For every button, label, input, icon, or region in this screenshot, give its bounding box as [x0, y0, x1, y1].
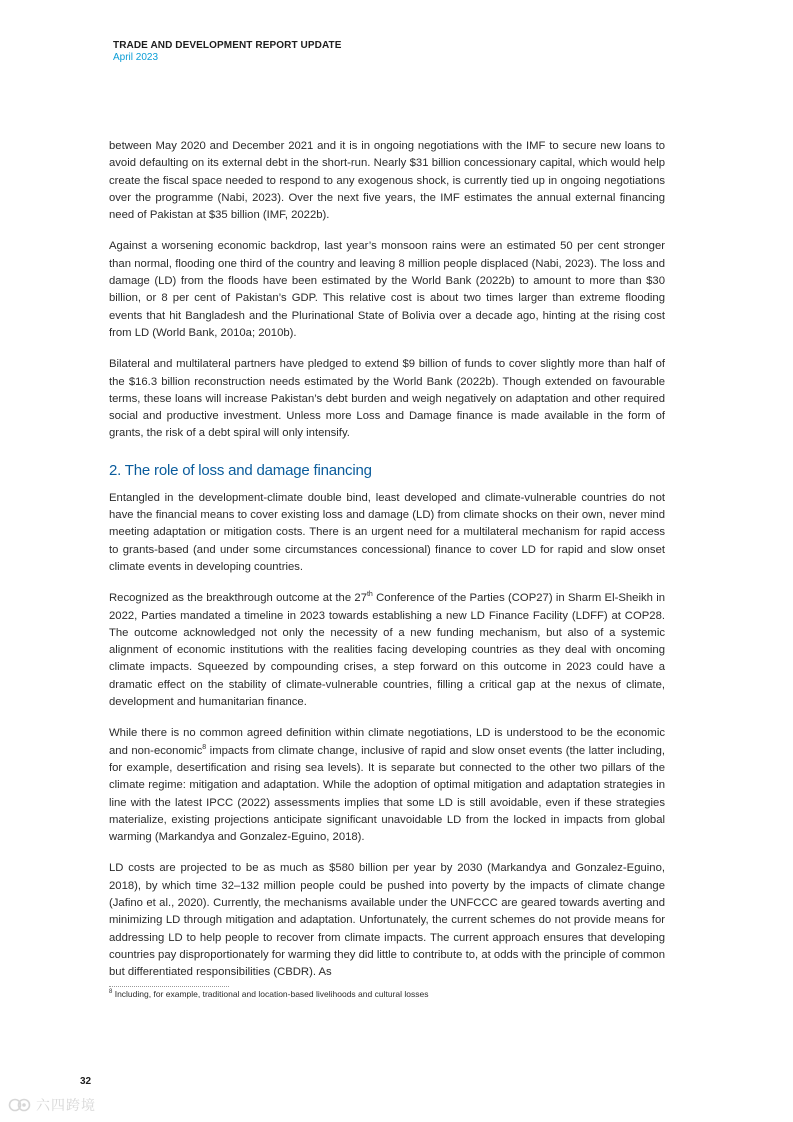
- page-number: 32: [80, 1076, 92, 1087]
- watermark: [8, 1095, 96, 1115]
- paragraph-1: between May 2020 and December 2021 and it is in ongoing negotiations with the IMF to secure new loans to avoid defaulting on its external debt in the short-run. Nearly $31 billion concessionary capital, which would help create the fiscal space needed to respond to any exogenous shock, is currently tied up in ongoing negotiations over the programme (Nabi, 2023). Over the next five years, the IMF estimates the annual external financing need of Pakistan at $35 billion (IMF, 2022b).: [109, 140, 665, 222]
- footnote: [109, 989, 428, 1000]
- paragraph-5-text-b: Conference of the Parties (COP27) in Sharm El-Sheikh in 2022, Parties mandated a timeline in 2023 towards establishing a new LD Finance Facility (LDFF) at COP28. The outcome acknowledged not only the necessity of a new funding mechanism, but also of a systemic alignment of economic institutions with the realities facing developing countries as they deal with oncoming climate impacts. Squeezed by compounding crises, a step forward on this outcome in 2023 could have a dramatic effect on the stability of climate-vulnerable countries, filling a critical gap at the nexus of climate, development and humanitarian finance.: [109, 592, 665, 709]
- paragraph-4: Entangled in the development-climate double bind, least developed and climate-vulnerable countries do not have the financial means to cover existing loss and damage (LD) from climate shocks on their own, never mind meeting adaptation or mitigation costs. There is an urgent need for a multilateral mechanism for rapid access to grants-based (and under some circumstances concessional) finance to cover LD for rapid and slow onset climate events in developing countries.: [109, 491, 665, 573]
- footnote-reference[interactable]: 8: [202, 743, 207, 751]
- section-heading: 2. The role of loss and damage financing: [109, 461, 372, 479]
- footnote-divider: [109, 986, 229, 987]
- running-header: [113, 40, 342, 64]
- main-content: [109, 138, 665, 995]
- ordinal-superscript: th: [366, 591, 373, 599]
- paragraph-5-text-a: Recognized as the breakthrough outcome at the 27: [109, 592, 367, 605]
- footnote-number: 8: [109, 989, 113, 996]
- paragraph-7: LD costs are projected to be as much as $580 billion per year by 2030 (Markandya and Gonzalez-Eguino, 2018), by which time 32–132 million people could be pushed into poverty by the impacts of climate change (Jafino et al., 2020). Currently, the mechanisms available under the UNFCCC are geared towards averting and minimizing LD through mitigation and adaptation. Unfortunately, the current schemes do not provide means for addressing LD to help people to recover from climate impacts. The current approach ensures that developing countries pay disproportionately for warming they did little to contribute to, at odds with the principle of common but differentiated responsibilities (CBDR). As: [109, 862, 665, 979]
- report-title: TRADE AND DEVELOPMENT REPORT UPDATE: [113, 40, 342, 51]
- paragraph-3: Bilateral and multilateral partners have pledged to extend $9 billion of funds to cover slightly more than half of the $16.3 billion reconstruction needs estimated by the World Bank (2022b). Though extended on favourable terms, these loans will increase Pakistan’s debt burden and weigh negatively on adaptation and other required social and productive investment. Unless more Loss and Damage finance is made available in the form of grants, the risk of a debt spiral will only intensify.: [109, 358, 665, 440]
- watermark-text: 六四跨境: [36, 1098, 96, 1114]
- paragraph-6-text-b: impacts from climate change, inclusive of rapid and slow onset events (the latter including, for example, desertification and rising sea levels). It is separate but connected to the other two pillars of the climate regime: mitigation and adaptation. While the adoption of optimal mitigation and adaptation strategies in line with the latest IPCC (2022) assessments implies that some LD is still avoidable, even if these strategies materialize, existing projections anticipate significant unavoidable LD from the locked in impacts from global warming (Markandya and Gonzalez-Eguino, 2018).: [109, 744, 665, 844]
- paragraph-6: [109, 725, 665, 846]
- footnote-text: Including, for example, traditional and location-based livelihoods and cultural losses: [112, 989, 429, 999]
- paragraph-2: Against a worsening economic backdrop, last year’s monsoon rains were an estimated 50 per cent stronger than normal, flooding one third of the country and leaving 8 million people displaced (Nabi, 2023). The loss and damage (LD) from the floods have been estimated by the World Bank (2022b) to amount to more than $30 billion, or 8 per cent of Pakistan’s GDP. This relative cost is about two times larger than extreme flooding events that hit Bangladesh and the Plurinational State of Bolivia over a decade ago, hinting at the rising cost from LD (World Bank, 2010a; 2010b).: [109, 240, 665, 339]
- paragraph-5: [109, 590, 665, 711]
- paragraph-6-text-a: While there is no common agreed definition within climate negotiations, LD is understood to be the economic and non-economic: [109, 727, 665, 757]
- report-date: April 2023: [113, 52, 159, 63]
- watermark-logo-icon: [8, 1096, 32, 1114]
